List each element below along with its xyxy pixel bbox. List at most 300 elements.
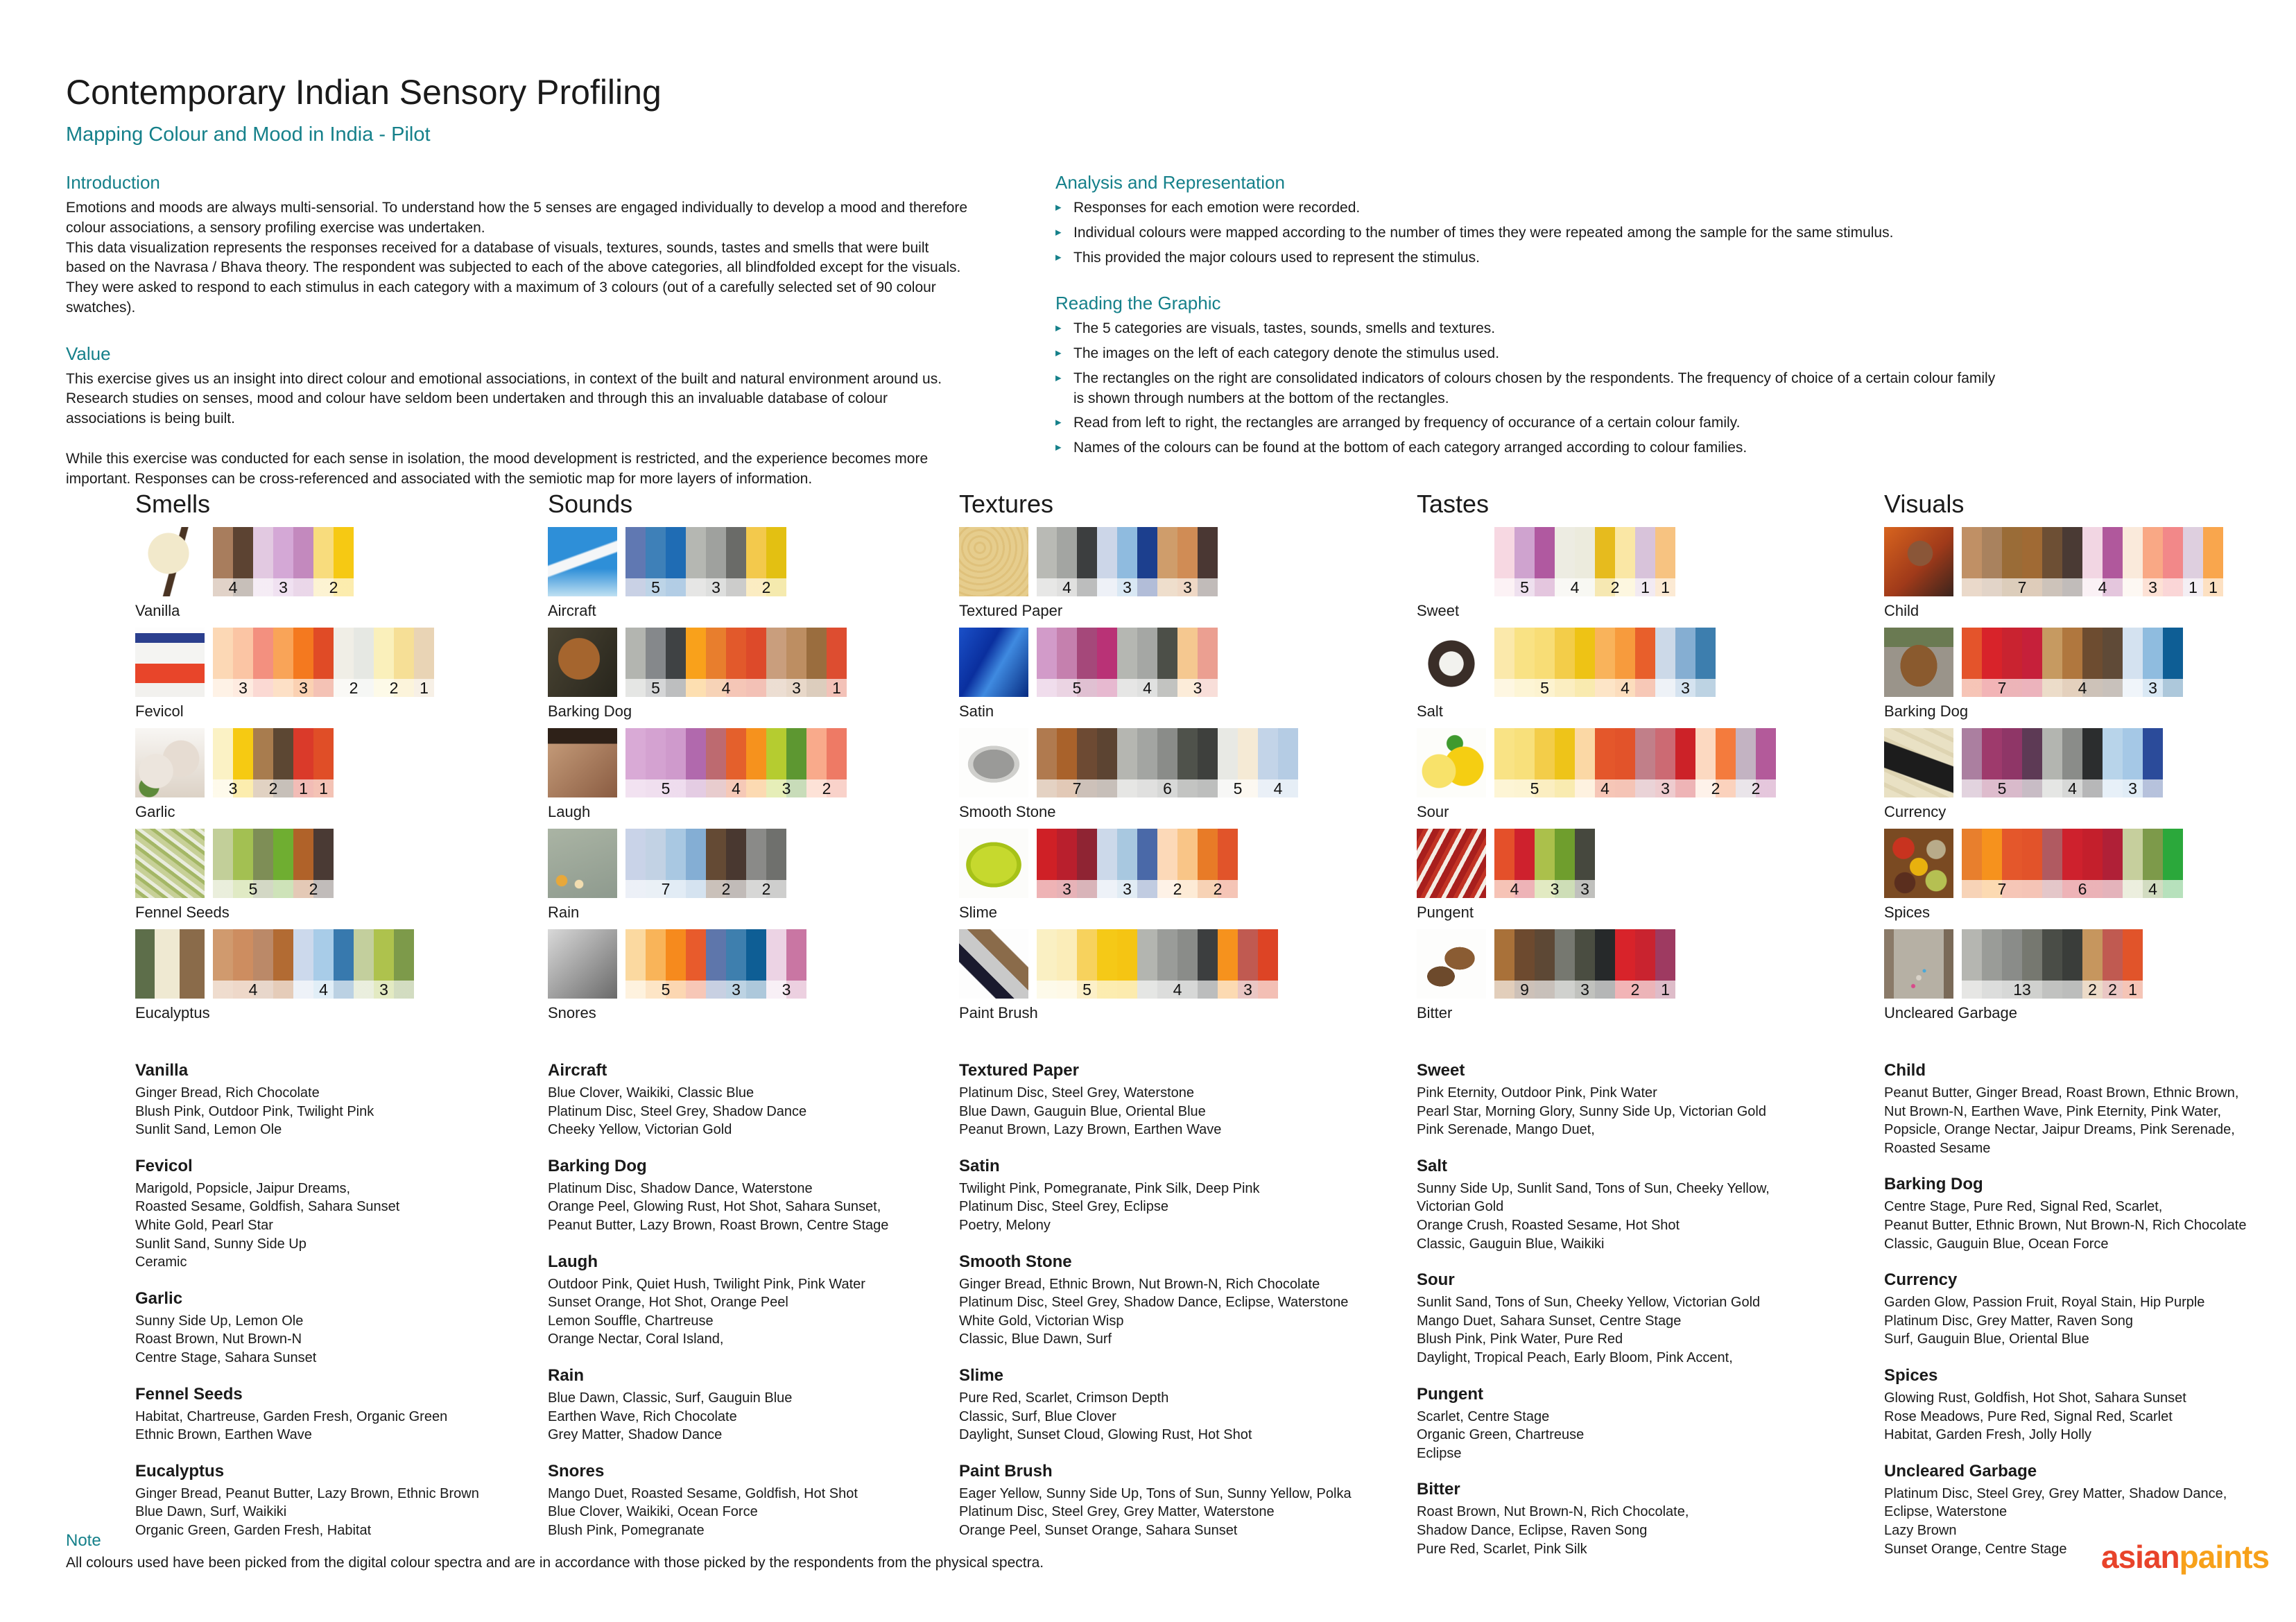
frequency-count: 2 [761,880,771,898]
swatch-strip [213,728,334,779]
colour-names-block [1884,1175,2286,1253]
colour-swatch [1982,628,2002,679]
note-heading: Note [66,1531,101,1550]
colour-swatch [313,628,334,679]
colour-swatch [1117,728,1137,779]
colour-names-line: Orange Nectar, Coral Island, [548,1331,724,1347]
colour-names-line: Twilight Pink, Pomegranate, Pink Silk, Deep Pink [959,1180,1260,1196]
stimulus-row-snores [548,928,950,1028]
colour-names-stimulus: Sour [1417,1270,1455,1290]
frequency-count: 1 [1661,578,1670,596]
paragraph: While this exercise was conducted for each sense in isolation, the mood development is restricted, and the experience becomes more important. Responses can be cross-referenced and associated with the semiotic map for more layers of information. [66,450,929,487]
swatch-strip [1494,728,1776,779]
page-subtitle: Mapping Colour and Mood in India - Pilot [66,123,431,146]
stimulus-row-paint-brush [959,928,1361,1028]
colour-swatch [233,628,253,679]
colour-swatch [2062,829,2082,880]
colour-names-line: Peanut Brown, Lazy Brown, Earthen Wave [959,1122,1222,1138]
vanilla-photo [135,527,205,596]
colour-swatch [2002,728,2022,779]
frequency-count: 1 [299,779,308,797]
colour-swatch [2062,527,2082,578]
colour-swatch [686,628,706,679]
category-column-tastes [1417,490,1819,1576]
colour-names-line: Sunset Orange, Centre Stage [1884,1541,2067,1557]
colour-swatch [293,829,313,880]
palette-bar [1494,527,1675,596]
colour-names-line: Sunset Orange, Hot Shot, Orange Peel [548,1295,788,1311]
colour-swatch [1494,929,1514,981]
colour-names-line: Shadow Dance, Eclipse, Raven Song [1417,1522,1648,1538]
colour-swatch [1177,929,1198,981]
tint-strip [625,578,786,596]
colour-names-block [548,1366,950,1444]
colour-names-block [548,1061,950,1139]
category-title: Smells [135,490,211,518]
colour-swatch [1615,628,1635,679]
colour-swatch [1494,728,1514,779]
palette-bar [625,628,847,697]
colour-swatch [1555,527,1575,578]
colour-names-stimulus: Smooth Stone [959,1252,1072,1271]
frequency-numbers [1494,578,1675,596]
left-text-column [66,172,971,489]
colour-swatch [686,527,706,578]
colour-swatch [273,929,293,981]
frequency-count: 3 [279,578,288,596]
palette-bar [1962,929,2143,999]
colour-swatch [766,829,786,880]
stimulus-label: Spices [1884,904,1931,921]
colour-swatch [2163,829,2183,880]
bullet-arrow-icon: ▸ [1055,321,1062,335]
colour-swatch [1097,728,1117,779]
colour-names-list [548,1061,950,1540]
colour-swatch [806,628,827,679]
colour-swatch [213,527,233,578]
swatch-strip [1494,829,1595,880]
frequency-count: 7 [2017,578,2027,596]
frequency-count: 2 [268,779,278,797]
colour-names-stimulus: Pungent [1417,1384,1483,1404]
colour-swatch [2042,628,2062,679]
frequency-count: 6 [2078,880,2087,898]
swatch-strip [213,829,334,880]
palette-bar [1962,628,2183,697]
colour-names-stimulus: Eucalyptus [135,1461,225,1481]
colour-swatch [1494,829,1514,880]
colour-swatch [1198,929,1218,981]
colour-names-stimulus: Paint Brush [959,1461,1053,1481]
fevicol-photo [135,628,205,697]
tint-strip [213,981,414,999]
colour-names-line: Peanut Butter, Lazy Brown, Roast Brown, Centre Stage [548,1217,889,1233]
frequency-count: 2 [1711,779,1720,797]
frequency-count: 5 [661,981,671,999]
colour-swatch [2082,829,2103,880]
colour-swatch [233,829,253,880]
colour-names-line: Eclipse, Waterstone [1884,1504,2008,1520]
frequency-count: 2 [2108,981,2117,999]
colour-swatch [646,829,666,880]
colour-swatch [1575,829,1595,880]
colour-names-line: Cheeky Yellow, Victorian Gold [548,1122,732,1138]
colour-swatch [1535,628,1555,679]
colour-swatch [827,728,847,779]
colour-swatch [1077,829,1097,880]
colour-swatch [2123,628,2143,679]
frequency-count: 4 [1273,779,1283,797]
note-text: All colours used have been picked from the digital colour spectra and are in accordance with those picked by the respondents from the physical spectra. [66,1555,1044,1571]
category-column-smells [135,490,537,1558]
colour-swatch [313,527,334,578]
colour-swatch [213,929,233,981]
frequency-numbers [1494,981,1675,999]
swatch-strip [1962,929,2143,981]
frequency-count: 5 [1520,578,1529,596]
colour-swatch [213,728,233,779]
palette-bar [1962,527,2223,596]
frequency-numbers [1037,880,1238,898]
colour-swatch [293,929,313,981]
frequency-count: 3 [1681,679,1690,697]
colour-swatch [1137,728,1157,779]
colour-swatch [2203,527,2223,578]
colour-swatch [1198,728,1218,779]
stimulus-label: Aircraft [548,602,596,619]
frequency-count: 5 [1530,779,1539,797]
stimulus-row-currency [1884,727,2286,827]
colour-swatch [726,728,746,779]
colour-swatch [1655,628,1675,679]
chilli-photo [1417,829,1486,898]
stimulus-label: Eucalyptus [135,1004,210,1021]
category-rows [959,526,1361,1028]
colour-swatch [2082,527,2103,578]
frequency-count: 4 [248,981,258,999]
satin-photo [959,628,1028,697]
colour-swatch [293,728,313,779]
colour-swatch [334,628,354,679]
colour-names-line: Sunlit Sand, Sunny Side Up [135,1236,307,1252]
category-rows [135,526,537,1028]
aircraft-photo [548,527,617,596]
colour-swatch [1198,527,1218,578]
colour-names-block [1884,1061,2286,1157]
colour-swatch [2103,527,2123,578]
frequency-count: 7 [1072,779,1082,797]
colour-swatch [1675,728,1695,779]
colour-swatch [2002,929,2022,981]
colour-names-line: Pure Red, Scarlet, Pink Silk [1417,1541,1587,1557]
colour-names-line: Centre Stage, Pure Red, Signal Red, Scarlet, [1884,1199,2163,1215]
tint-strip [213,779,334,797]
colour-swatch [2163,527,2183,578]
colour-names-line: Sunlit Sand, Lemon Ole [135,1122,282,1138]
colour-swatch [726,527,746,578]
colour-names-line: Outdoor Pink, Quiet Hush, Twilight Pink, Pink Water [548,1276,865,1292]
frequency-count: 5 [248,880,258,898]
tint-strip [1494,578,1675,596]
logo-part-asian: asian [2101,1539,2180,1575]
colour-swatch [625,527,646,578]
colour-swatch [1962,527,1982,578]
bullet-arrow-icon: ▸ [1055,250,1062,264]
stimulus-row-sweet [1417,526,1819,626]
frequency-numbers [1037,779,1298,797]
colour-swatch [1635,929,1655,981]
colour-swatch [827,628,847,679]
frequency-numbers [1494,679,1716,697]
swatch-strip [1037,829,1238,880]
stimulus-label: Smooth Stone [959,803,1056,820]
frequency-count: 3 [1580,880,1589,898]
colour-swatch [1238,929,1258,981]
colour-names-line: Daylight, Tropical Peach, Early Bloom, Pink Accent, [1417,1349,1733,1365]
colour-swatch [646,628,666,679]
colour-swatch [2062,728,2082,779]
colour-names-line: Blue Dawn, Surf, Waikiki [135,1504,287,1520]
colour-swatch [253,527,273,578]
frequency-count: 4 [319,981,328,999]
colour-swatch [2082,929,2103,981]
colour-names-block [135,1385,537,1444]
colour-swatch [2123,728,2143,779]
colour-swatch [786,929,806,981]
swatch-strip [1962,628,2183,679]
colour-swatch [666,829,686,880]
bullet-text: Responses for each emotion were recorded. [1073,200,1361,216]
colour-names-line: Surf, Gauguin Blue, Oriental Blue [1884,1331,2089,1347]
colour-swatch [726,628,746,679]
frequency-count: 2 [2088,981,2097,999]
frequency-count: 1 [1661,981,1670,999]
palette-bar [213,728,334,797]
stimulus-row-child [1884,526,2286,626]
colour-names-list [135,1061,537,1540]
colour-names-block [548,1462,950,1540]
stimulus-label: Laugh [548,803,591,820]
colour-names-line: Sunlit Sand, Tons of Sun, Cheeky Yellow, Victorian Gold [1417,1295,1761,1311]
sugar-photo [1417,527,1486,596]
dogvisual-photo [1884,628,1953,697]
colour-swatch [1157,829,1177,880]
colour-names-stimulus: Bitter [1417,1480,1460,1499]
asianpaints-logo [2101,1538,2269,1576]
frequency-count: 13 [2013,981,2031,999]
swatch-strip [1962,728,2163,779]
stimulus-row-spices [1884,827,2286,928]
value-paragraphs [66,370,971,490]
colour-swatch [213,829,233,880]
colour-swatch [1675,628,1695,679]
analysis-heading: Analysis and Representation [1055,172,1285,193]
frequency-numbers [213,880,334,898]
frequency-count: 3 [379,981,388,999]
colour-swatch [293,628,313,679]
palette-bar [213,829,334,898]
colour-names-block [1417,1270,1819,1367]
frequency-count: 1 [420,679,429,697]
colour-names-line: Roasted Sesame, Goldfish, Sahara Sunset [135,1199,400,1215]
colour-swatch [334,929,354,981]
frequency-count: 4 [1621,679,1630,697]
dogsound-photo [548,628,617,697]
colour-swatch [293,527,313,578]
palette-bar [1962,728,2163,797]
stimulus-row-smooth-stone [959,727,1361,827]
stimulus-label: Vanilla [135,602,180,619]
colour-swatch [1097,628,1117,679]
colour-swatch [273,628,293,679]
colour-swatch [1057,527,1077,578]
colour-swatch [1635,628,1655,679]
palette-bar [625,728,847,797]
frequency-count: 3 [1580,981,1589,999]
colour-swatch [1177,728,1198,779]
stimulus-row-salt [1417,626,1819,727]
reading-heading: Reading the Graphic [1055,293,1221,314]
colour-swatch [1057,628,1077,679]
colour-swatch [766,527,786,578]
frequency-count: 5 [1997,779,2007,797]
colour-names-line: Blush Pink, Pomegranate [548,1522,705,1538]
colour-names-block [548,1252,950,1349]
frequency-count: 2 [761,578,771,596]
colour-swatch [1157,527,1177,578]
colour-swatch [666,929,686,981]
frequency-count: 2 [822,779,831,797]
colour-names-line: Classic, Gauguin Blue, Ocean Force [1884,1236,2109,1252]
garlic-photo [135,728,205,797]
colour-names-line: Roasted Sesame [1884,1140,1991,1156]
colour-swatch [1555,929,1575,981]
frequency-count: 3 [1062,880,1071,898]
colour-swatch [1595,628,1615,679]
colour-swatch [233,527,253,578]
colour-names-line: Platinum Disc, Steel Grey, Grey Matter, Waterstone [959,1504,1275,1520]
colour-swatch [1097,929,1117,981]
analysis-bullets [1055,198,2005,268]
colour-swatch [1982,929,2002,981]
colour-swatch [1037,628,1057,679]
frequency-numbers [1037,578,1218,596]
colour-names-block [135,1289,537,1368]
frequency-count: 4 [228,578,238,596]
colour-swatch [2042,728,2062,779]
colour-swatch [1258,929,1278,981]
colour-swatch [1177,829,1198,880]
colour-swatch [686,829,706,880]
colour-swatch [2062,929,2082,981]
tint-strip [1494,779,1776,797]
swatch-strip [625,628,847,679]
colour-swatch [2163,628,2183,679]
colour-names-line: Classic, Surf, Blue Clover [959,1408,1116,1424]
palette-bar [625,829,786,898]
colour-swatch [1514,628,1535,679]
bullet-arrow-icon: ▸ [1055,415,1062,429]
note-section [66,1531,1044,1571]
intro-paragraphs [66,198,971,318]
colour-swatch [2123,527,2143,578]
frequency-count: 4 [732,779,741,797]
colour-swatch [1514,829,1535,880]
colour-swatch [1037,929,1057,981]
colour-names-stimulus: Slime [959,1365,1004,1385]
colour-names-line: Nut Brown-N, Earthen Wave, Pink Eternity, Pink Water, [1884,1103,2222,1119]
palette-bar [213,628,434,697]
colour-swatch [1077,929,1097,981]
colour-swatch [746,728,766,779]
frequency-numbers [1962,981,2143,999]
fennel-photo [135,829,205,898]
palette-bar [213,527,354,596]
colour-swatch [1137,829,1157,880]
colour-names-block [959,1462,1361,1540]
colour-swatch [2082,728,2103,779]
palette-bar [1037,527,1218,596]
colour-swatch [1278,728,1298,779]
palette-bar [1037,929,1278,999]
frequency-count: 2 [349,679,359,697]
stimulus-row-bitter [1417,928,1819,1028]
colour-names-line: Poetry, Melony [959,1217,1051,1233]
colour-names-line: Habitat, Garden Fresh, Jolly Holly [1884,1427,2092,1443]
colour-swatch [354,929,374,981]
colour-swatch [746,527,766,578]
eucalyptus-photo [135,929,205,999]
colour-swatch [2022,829,2042,880]
colour-names-line: Orange Crush, Roasted Sesame, Hot Shot [1417,1217,1680,1233]
colour-swatch [1615,527,1635,578]
colour-names-stimulus: Sweet [1417,1061,1465,1080]
bullet-text: Names of the colours can be found at the bottom of each category arranged according to colour families. [1073,440,1747,456]
colour-names-line: Platinum Disc, Shadow Dance, Waterstone [548,1180,813,1196]
frequency-count: 3 [782,981,791,999]
tint-strip [625,880,786,898]
colour-swatch [625,728,646,779]
colour-names-line: Blue Dawn, Gauguin Blue, Oriental Blue [959,1103,1206,1119]
tint-strip [1494,679,1716,697]
colour-names-block [959,1366,1361,1444]
frequency-count: 3 [2148,578,2157,596]
category-title: Tastes [1417,490,1490,518]
colour-swatch [2082,628,2103,679]
colour-names-line: Glowing Rust, Goldfish, Hot Shot, Sahara Sunset [1884,1390,2186,1406]
colour-names-line: Platinum Disc, Steel Grey, Grey Matter, Shadow Dance, [1884,1485,2227,1501]
frequency-count: 5 [651,679,660,697]
colour-swatch [1695,628,1716,679]
stimulus-row-fennel-seeds [135,827,537,928]
palette-bar [1494,829,1595,898]
swatch-strip [1037,628,1218,679]
colour-names-line: Platinum Disc, Grey Matter, Raven Song [1884,1313,2134,1329]
colour-names-stimulus: Rain [548,1365,585,1385]
category-rows [1417,526,1819,1028]
paper-photo [959,527,1028,596]
colour-swatch [354,628,374,679]
stimulus-row-slime [959,827,1361,928]
colour-swatch [1575,527,1595,578]
colour-names-line: Popsicle, Orange Nectar, Jaipur Dreams, Pink Serenade, [1884,1122,2235,1138]
frequency-numbers [1962,779,2163,797]
stimulus-row-pungent [1417,827,1819,928]
colour-names-block [1417,1480,1819,1558]
colour-names-stimulus: Spices [1884,1365,1938,1385]
colour-swatch [1982,527,2002,578]
frequency-count: 3 [782,779,791,797]
